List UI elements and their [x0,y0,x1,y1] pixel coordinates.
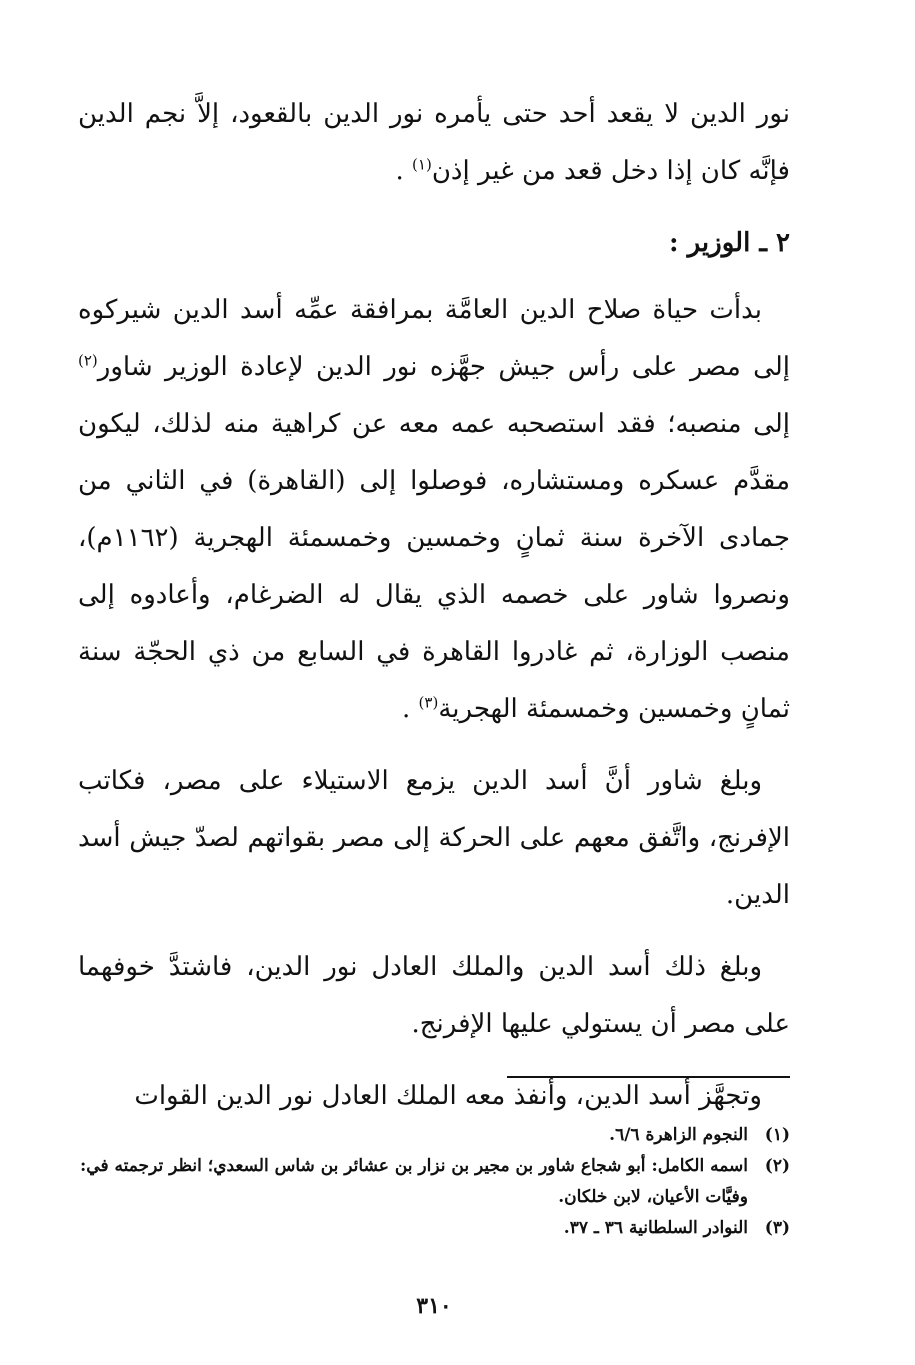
footnote-2-text: اسمه الكامل: أبو شجاع شاور بن مجير بن نزار بن عشائر بن شاس السعدي؛ انظر ترجمته في: وفيَّات الأعيان، لابن خلكان. [80,1156,748,1207]
page-number: ٣١٠ [416,1293,452,1319]
main-text [78,86,790,1125]
footnote-1 [78,1120,790,1151]
footnote-divider [507,1076,790,1078]
book-page [78,86,790,1336]
footnote-ref-1: (١) [412,155,432,174]
paragraph-1-end: . [402,694,411,724]
paragraph-3: وبلغ ذلك أسد الدين والملك العادل نور الدين، فاشتدَّ خوفهما على مصر أن يستولي عليها الإفرنج. [78,952,790,1039]
intro-paragraph [78,86,790,200]
paragraph-2: وبلغ شاور أنَّ أسد الدين يزمع الاستيلاء على مصر، فكاتب الإفرنج، واتَّفق معهم على الحركة إلى مصر بقواتهم لصدّ جيش أسد الدين. [78,766,790,910]
footnote-3 [78,1213,790,1244]
footnote-ref-3: (٣) [418,693,439,712]
intro-paragraph-end: . [395,156,404,186]
footnote-3-number: (٣) [764,1218,790,1238]
footnote-1-number: (١) [764,1125,790,1145]
footnote-1-text: النجوم الزاهرة ٦/٦. [609,1125,748,1145]
footnote-ref-2: (٢) [78,351,98,370]
footnotes-list [78,1120,790,1244]
paragraph-1-text: بدأت حياة صلاح الدين العامَّة بمرافقة عمِّه أسد الدين شيركوه إلى مصر على رأس جيش جهَّزه نور الدين لإعادة الوزير شاور [78,295,790,382]
paragraph-4: وتجهَّز أسد الدين، وأنفذ معه الملك العادل نور الدين القوات [134,1081,762,1111]
footnote-2-number: (٢) [764,1156,790,1176]
intro-paragraph-text: نور الدين لا يقعد أحد حتى يأمره نور الدين بالقعود، إلاَّ نجم الدين فإنَّه كان إذا دخل قعد من غير إذن [78,99,790,186]
section-heading: ٢ ـ الوزير : [668,228,790,258]
footnote-3-text: النوادر السلطانية ٣٦ ـ ٣٧. [563,1218,748,1238]
paragraph-1-text-2: إلى منصبه؛ فقد استصحبه عمه معه عن كراهية منه لذلك، ليكون مقدَّم عسكره ومستشاره، فوصلوا إلى (القاهرة) في الثاني من جمادى الآخرة سنة ثمانٍ وخمسين وخمسمئة الهجرية (١١٦٢م)، ونصروا شاور على خصمه الذي يقال له الضرغام، وأعادوه إلى منصب الوزارة، ثم غادروا القاهرة في السابع من ذي الحجّة سنة ثمانٍ وخمسين وخمسمئة الهجرية [78,409,790,724]
paragraph-1 [78,282,790,738]
footnote-2 [78,1151,790,1213]
